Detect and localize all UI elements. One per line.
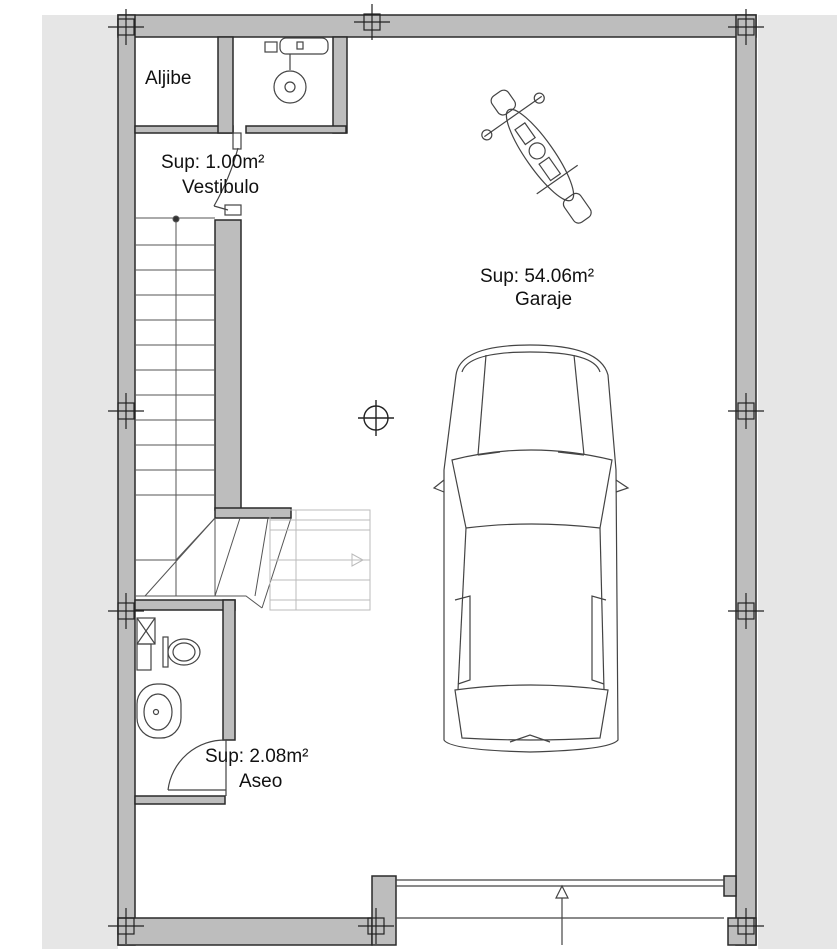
background-band-right [752,15,837,949]
wall-top [118,15,756,37]
aseo-area-label: Sup: 2.08m² [205,746,309,767]
aljibe-label: Aljibe [145,68,192,89]
stair-wall [215,220,241,510]
garage-door-jamb-right [724,876,736,896]
aljibe-wall-bottom-right [246,126,346,133]
aseo-wall-bottom [135,796,225,804]
aljibe-partition [218,37,233,133]
vestibulo-area-label: Sup: 1.00m² [161,152,265,173]
wall-bottom-left [118,918,372,945]
aseo-name-label: Aseo [239,771,283,792]
wall-bottom-right [728,918,756,945]
wall-left [118,15,135,945]
garaje-area-label: Sup: 54.06m² [480,266,595,287]
wall-right [736,15,756,945]
aljibe-wall-right [333,37,347,133]
vestibulo-name-label: Vestibulo [182,177,260,198]
aseo-wall-right [223,600,235,740]
aseo-wall-top [135,600,235,610]
garaje-name-label: Garaje [515,289,573,310]
